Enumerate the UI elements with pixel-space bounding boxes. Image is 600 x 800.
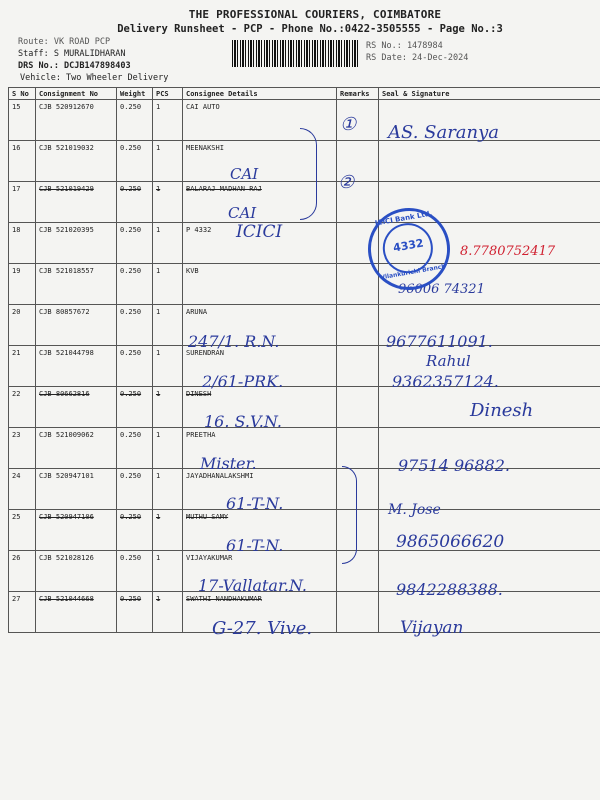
consignment-number: CJB 521044798 <box>36 346 117 387</box>
company-name: THE PROFESSIONAL COURIERS, COIMBATORE <box>188 8 442 21</box>
stamp-branch-code: 4332 <box>392 236 425 255</box>
weight: 0.250 <box>117 264 153 305</box>
remarks-cell <box>337 305 379 346</box>
table-header-row <box>9 88 600 100</box>
pieces: 1 <box>153 510 183 551</box>
weight: 0.250 <box>117 223 153 264</box>
weight: 0.250 <box>117 387 153 428</box>
serial-number: 17 <box>9 182 36 223</box>
document-header <box>0 8 600 35</box>
barcode <box>232 40 360 67</box>
handwritten-phone: 8.7780752417 <box>460 244 556 259</box>
weight: 0.250 <box>117 100 153 141</box>
consignment-number: CJB 521018557 <box>36 264 117 305</box>
consignee-name: MUTHU SAMY <box>183 510 337 551</box>
handwritten-name: M. Jose <box>388 502 441 518</box>
consignee-name: BALARAJ MADHAN RAJ <box>183 182 337 223</box>
handwritten-remark: ① <box>340 114 357 135</box>
handwritten-address: G-27. Vive. <box>212 618 313 639</box>
consignee-name: VIJAYAKUMAR <box>183 551 337 592</box>
serial-number: 16 <box>9 141 36 182</box>
remarks-cell <box>337 387 379 428</box>
handwritten-address: 247/1. R.N. <box>188 332 280 351</box>
meta-left <box>18 36 131 72</box>
consignment-number: CJB 80857672 <box>36 305 117 346</box>
rs-number: RS No.: 1478984 <box>366 41 443 51</box>
consignment-number: CJB 520947106 <box>36 510 117 551</box>
serial-number: 15 <box>9 100 36 141</box>
vehicle-label: Vehicle: Two Wheeler Delivery <box>20 73 169 83</box>
sheet-title: Delivery Runsheet - PCP - Phone No.:0422-3505555 - Page No.:3 <box>117 23 503 35</box>
consignee-name: DINESH <box>183 387 337 428</box>
consignment-number: CJB 521028126 <box>36 551 117 592</box>
pieces: 1 <box>153 223 183 264</box>
handwritten-phone: 9842288388. <box>396 580 503 599</box>
column-header: Seal & Signature <box>379 88 600 100</box>
remarks-cell <box>337 592 379 633</box>
remarks-bracket <box>300 128 317 220</box>
pieces: 1 <box>153 551 183 592</box>
handwritten-phone: 9865066620 <box>396 532 505 552</box>
serial-number: 24 <box>9 469 36 510</box>
weight: 0.250 <box>117 182 153 223</box>
table-row <box>9 305 600 346</box>
handwritten-address: Mister. <box>200 454 257 473</box>
pieces: 1 <box>153 428 183 469</box>
consignee-name: CAI AUTO <box>183 100 337 141</box>
table-row <box>9 346 600 387</box>
serial-number: 25 <box>9 510 36 551</box>
handwritten-phone: 97514 96882. <box>398 456 510 475</box>
signature-cell <box>379 141 600 182</box>
handwritten-signature: Dinesh <box>470 400 534 421</box>
pieces: 1 <box>153 305 183 346</box>
pieces: 1 <box>153 592 183 633</box>
column-header: Consignee Details <box>183 88 337 100</box>
remarks-bracket <box>342 466 357 564</box>
table-row <box>9 510 600 551</box>
column-header: Remarks <box>337 88 379 100</box>
weight: 0.250 <box>117 592 153 633</box>
handwritten-phone: 96006 74321 <box>398 282 485 297</box>
column-header: Consignment No <box>36 88 117 100</box>
handwritten-address: 61-T-N. <box>226 536 284 555</box>
table-row <box>9 428 600 469</box>
consignment-number: CJB 521009062 <box>36 428 117 469</box>
rs-date: RS Date: 24-Dec-2024 <box>366 53 469 63</box>
stamp-branch-name: Vilankurichi Branch <box>380 262 447 282</box>
serial-number: 20 <box>9 305 36 346</box>
remarks-cell <box>337 428 379 469</box>
handwritten-remark: ② <box>338 172 355 193</box>
pieces: 1 <box>153 182 183 223</box>
handwritten-signature: AS. Saranya <box>388 122 500 143</box>
weight: 0.250 <box>117 428 153 469</box>
remarks-cell <box>337 264 379 305</box>
pieces: 1 <box>153 387 183 428</box>
handwritten-address: 16. S.V.N. <box>204 412 282 431</box>
consignee-name: PREETHA <box>183 428 337 469</box>
consignment-number: CJB 521019032 <box>36 141 117 182</box>
handwritten-signature: Vijayan <box>400 618 464 638</box>
handwritten-address: 2/61-PRK. <box>202 372 284 391</box>
weight: 0.250 <box>117 510 153 551</box>
column-header: S No <box>9 88 36 100</box>
weight: 0.250 <box>117 141 153 182</box>
table-row <box>9 264 600 305</box>
handwritten-address: 17-Vallatar.N. <box>198 576 308 595</box>
pieces: 1 <box>153 264 183 305</box>
route-label: Route: VK ROAD PCP <box>18 37 111 47</box>
consignee-name: SWATHI NANDHAKUMAR <box>183 592 337 633</box>
pieces: 1 <box>153 346 183 387</box>
pieces: 1 <box>153 100 183 141</box>
serial-number: 23 <box>9 428 36 469</box>
handwritten-phone: 9677611091. <box>386 332 493 351</box>
serial-number: 18 <box>9 223 36 264</box>
weight: 0.250 <box>117 305 153 346</box>
handwritten-address: ICICI <box>236 222 283 242</box>
handwritten-address: CAI <box>230 165 259 183</box>
consignment-number: CJB 520947101 <box>36 469 117 510</box>
consignment-number: CJB 521044668 <box>36 592 117 633</box>
consignment-number: CJB 521020395 <box>36 223 117 264</box>
consignee-name: JAYADHANALAKSHMI <box>183 469 337 510</box>
handwritten-address: 61-T-N. <box>226 494 284 513</box>
serial-number: 21 <box>9 346 36 387</box>
handwritten-name: Rahul <box>426 352 471 370</box>
consignment-number: CJB 521019429 <box>36 182 117 223</box>
weight: 0.250 <box>117 469 153 510</box>
consignee-name: KVB <box>183 264 337 305</box>
serial-number: 22 <box>9 387 36 428</box>
serial-number: 26 <box>9 551 36 592</box>
pieces: 1 <box>153 469 183 510</box>
meta-right <box>366 40 468 64</box>
consignee-name: ARUNA <box>183 305 337 346</box>
consignee-name: MEENAKSHI <box>183 141 337 182</box>
column-header: PCS <box>153 88 183 100</box>
pieces: 1 <box>153 141 183 182</box>
weight: 0.250 <box>117 346 153 387</box>
handwritten-address: CAI <box>228 204 257 222</box>
serial-number: 27 <box>9 592 36 633</box>
stamp-bank-name: ICICI Bank Ltd. <box>374 209 433 228</box>
serial-number: 19 <box>9 264 36 305</box>
consignee-name: SURENDRAN <box>183 346 337 387</box>
weight: 0.250 <box>117 551 153 592</box>
table-row <box>9 469 600 510</box>
column-header: Weight <box>117 88 153 100</box>
staff-label: Staff: S MURALIDHARAN <box>18 49 126 59</box>
consignee-name: P 4332 <box>183 223 337 264</box>
consignment-number: CJB 520912670 <box>36 100 117 141</box>
drs-number: DRS No.: DCJB147898403 <box>18 61 131 71</box>
remarks-cell <box>337 346 379 387</box>
handwritten-phone: 9362357124. <box>392 372 499 391</box>
consignment-number: CJB 80662816 <box>36 387 117 428</box>
